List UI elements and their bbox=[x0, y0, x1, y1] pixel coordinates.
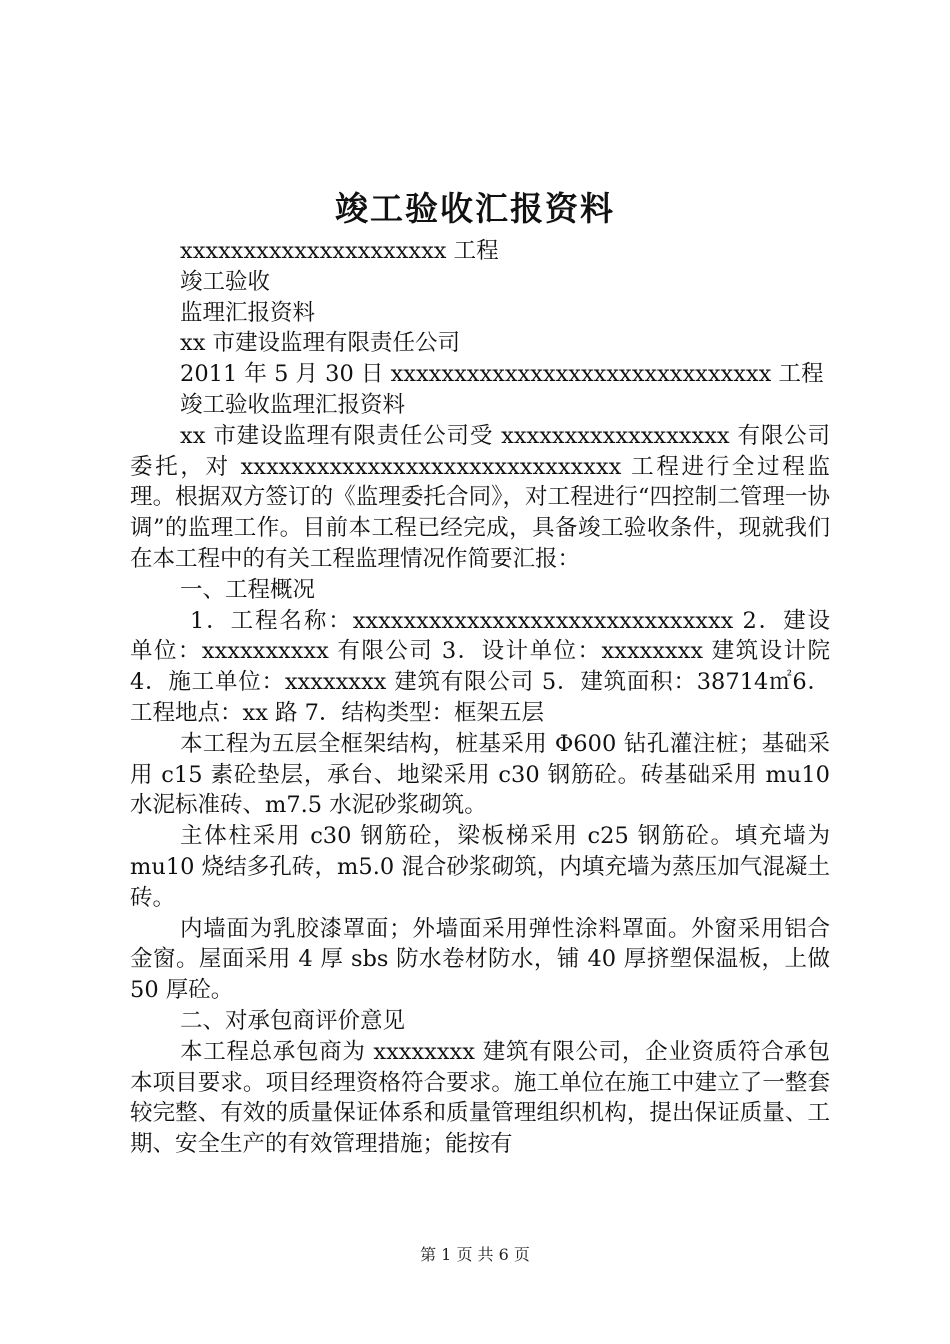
document-body bbox=[130, 236, 830, 1160]
project-overview-paragraph: 1．工程名称：xxxxxxxxxxxxxxxxxxxxxxxxxxxxxx 2．建设单位：xxxxxxxxxx 有限公司 3．设计单位：xxxxxxxx 建筑设计院 4．施工单位：xxxxxxxx 建筑有限公司 5．建筑面积：38714㎡6．工程地点：xx 路 7．结构类型：框架五层 bbox=[130, 607, 830, 726]
structure-paragraph: 本工程为五层全框架结构，桩基采用 Φ600 钻孔灌注桩；基础采用 c15 素砼垫层，承台、地梁采用 c30 钢筋砼。砖基础采用 mu10 水泥标准砖、m7.5 水泥砂浆砌筑。 bbox=[130, 730, 830, 819]
company-line: xx 市建设监理有限责任公司 bbox=[180, 330, 461, 357]
subtitle-line: 监理汇报资料 bbox=[180, 299, 316, 326]
project-name-line: xxxxxxxxxxxxxxxxxxxxx 工程 bbox=[180, 238, 499, 264]
contractor-paragraph: 本工程总承包商为 xxxxxxxx 建筑有限公司，企业资质符合承包本项目要求。项目经理资格符合要求。施工单位在施工中建立了一整套较完整、有效的质量保证体系和质量管理组织机构，提出保证质量、工期、安全生产的有效管理措施；能按有 bbox=[130, 1038, 830, 1158]
document-title: 竣工验收汇报资料 bbox=[335, 189, 615, 228]
finish-paragraph: 内墙面为乳胶漆罩面；外墙面采用弹性涂料罩面。外窗采用铝合金窗。屋面采用 4 厚 sbs 防水卷材防水，铺 40 厚挤塑保温板，上做 50 厚砼。 bbox=[130, 915, 830, 1004]
page-footer: 第 1 页 共 6 页 bbox=[420, 1245, 530, 1264]
main-structure-paragraph: 主体柱采用 c30 钢筋砼，梁板梯采用 c25 钢筋砼。填充墙为 mu10 烧结多孔砖，m5.0 混合砂浆砌筑，内填充墙为蒸压加气混凝土砖。 bbox=[130, 823, 830, 911]
section-heading: 一、工程概况 bbox=[180, 576, 316, 603]
date-line: 2011 年 5 月 30 日 xxxxxxxxxxxxxxxxxxxxxxxxxxxxxx 工程 bbox=[180, 361, 824, 388]
section-heading: 二、对承包商评价意见 bbox=[180, 1007, 406, 1034]
subtitle-line: 竣工验收 bbox=[180, 268, 271, 295]
subtitle-line: 竣工验收监理汇报资料 bbox=[180, 391, 406, 418]
intro-paragraph: xx 市建设监理有限责任公司受 xxxxxxxxxxxxxxxxxx 有限公司委托，对 xxxxxxxxxxxxxxxxxxxxxxxxxxxxxx 工程进行全过程监理。根据双方签订的《监理委托合同》，对工程进行“四控制二管理一协调”的监理工作。目前本工程已经完成，具备竣工验收条件，现就我们在本工程中的有关工程监理情况作简要汇报： bbox=[130, 422, 830, 572]
